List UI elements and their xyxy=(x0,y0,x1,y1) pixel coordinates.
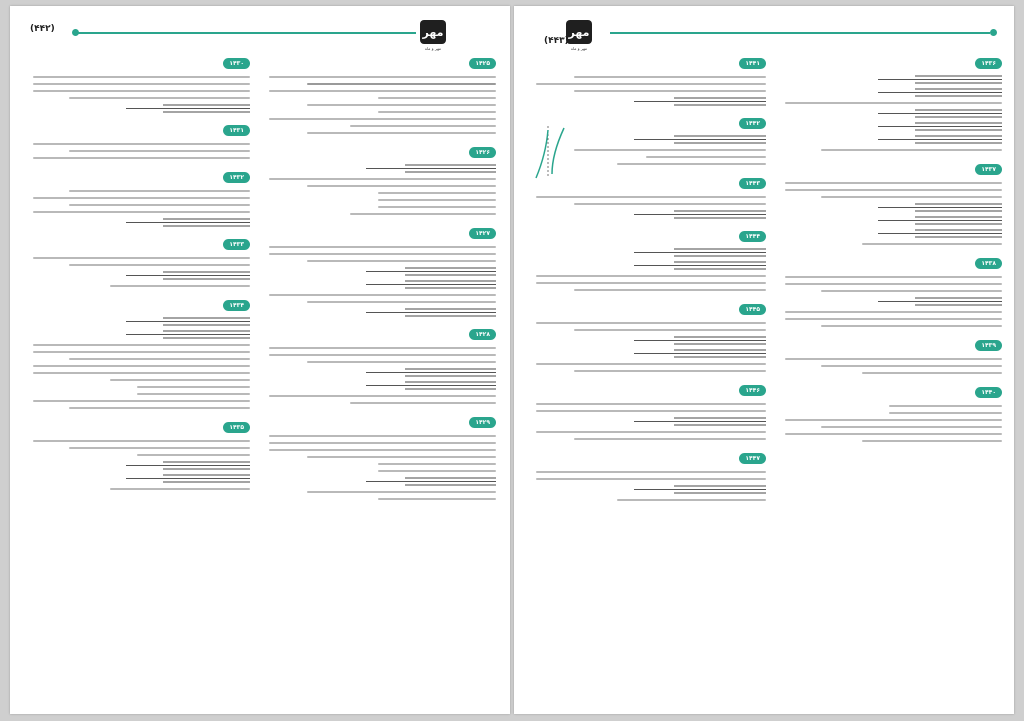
problem-number-badge: ۱۴۳۱ xyxy=(223,125,250,136)
problem-number-badge: ۱۴۲۹ xyxy=(469,417,496,428)
problem-number-badge: ۱۴۲۵ xyxy=(469,58,496,69)
problem-number-badge: ۱۴۲۷ xyxy=(469,228,496,239)
problem-block xyxy=(24,292,250,409)
problem-number-badge: ۱۴۴۶ xyxy=(739,385,766,396)
problem-number-badge: ۱۴۳۸ xyxy=(975,258,1002,269)
problem-number-badge: ۱۴۳۵ xyxy=(223,422,250,433)
right-page-left-column xyxy=(526,50,766,704)
publisher-logo-text: مهر و ماه xyxy=(570,46,588,51)
page-header xyxy=(514,20,1014,51)
problem-block xyxy=(260,321,496,404)
function-graph xyxy=(530,124,570,180)
problem-number-badge: ۱۴۳۷ xyxy=(975,164,1002,175)
problem-block xyxy=(776,250,1002,327)
left-page-right-column xyxy=(260,50,496,704)
publisher-logo xyxy=(566,20,592,51)
right-page xyxy=(514,6,1014,714)
problem-block xyxy=(24,164,250,227)
problem-block xyxy=(526,110,766,165)
right-page-right-column xyxy=(776,50,1002,704)
problem-number-badge: ۱۴۳۰ xyxy=(223,58,250,69)
problem-number-badge: ۱۴۴۲ xyxy=(739,118,766,129)
publisher-logo-text: مهر و ماه xyxy=(424,46,442,51)
problem-block xyxy=(260,50,496,134)
problem-number-badge: ۱۴۳۹ xyxy=(975,340,1002,351)
page-header xyxy=(10,20,510,51)
left-page-left-column xyxy=(24,50,250,704)
problem-block xyxy=(24,50,250,113)
page-number: (۴۴۳) xyxy=(544,36,569,46)
problem-number-badge: ۱۴۴۴ xyxy=(739,231,766,242)
problem-number-badge: ۱۴۴۱ xyxy=(739,58,766,69)
problem-block xyxy=(260,139,496,215)
problem-number-badge: ۱۴۴۵ xyxy=(739,304,766,315)
publisher-logo xyxy=(420,20,446,51)
problem-block xyxy=(526,223,766,291)
problem-block xyxy=(776,156,1002,245)
header-dot xyxy=(72,29,79,36)
publisher-logo-mark: مهر xyxy=(568,25,590,39)
header-dot xyxy=(990,29,997,36)
problem-block xyxy=(24,231,250,287)
header-rule xyxy=(76,32,416,34)
problem-block xyxy=(526,296,766,372)
problem-number-badge: ۱۴۲۸ xyxy=(469,329,496,340)
publisher-logo-mark: مهر xyxy=(422,25,444,39)
problem-block xyxy=(526,445,766,501)
header-rule xyxy=(610,32,990,34)
problem-block xyxy=(776,379,1002,442)
problem-number-badge: ۱۴۲۶ xyxy=(469,147,496,158)
left-page xyxy=(10,6,510,714)
problem-number-badge: ۱۴۴۳ xyxy=(739,178,766,189)
problem-number-badge: ۱۴۴۰ xyxy=(975,387,1002,398)
problem-number-badge: ۱۴۳۶ xyxy=(975,58,1002,69)
problem-number-badge: ۱۴۳۴ xyxy=(223,300,250,311)
problem-block xyxy=(24,117,250,159)
problem-number-badge: ۱۴۳۳ xyxy=(223,239,250,250)
problem-block xyxy=(24,414,250,490)
problem-block xyxy=(260,409,496,500)
problem-block xyxy=(526,50,766,106)
page-number: (۴۴۲) xyxy=(30,24,55,34)
problem-number-badge: ۱۴۳۲ xyxy=(223,172,250,183)
problem-block xyxy=(526,377,766,440)
problem-number-badge: ۱۴۴۷ xyxy=(739,453,766,464)
problem-block xyxy=(776,332,1002,374)
problem-block xyxy=(776,50,1002,151)
problem-block xyxy=(260,220,496,317)
